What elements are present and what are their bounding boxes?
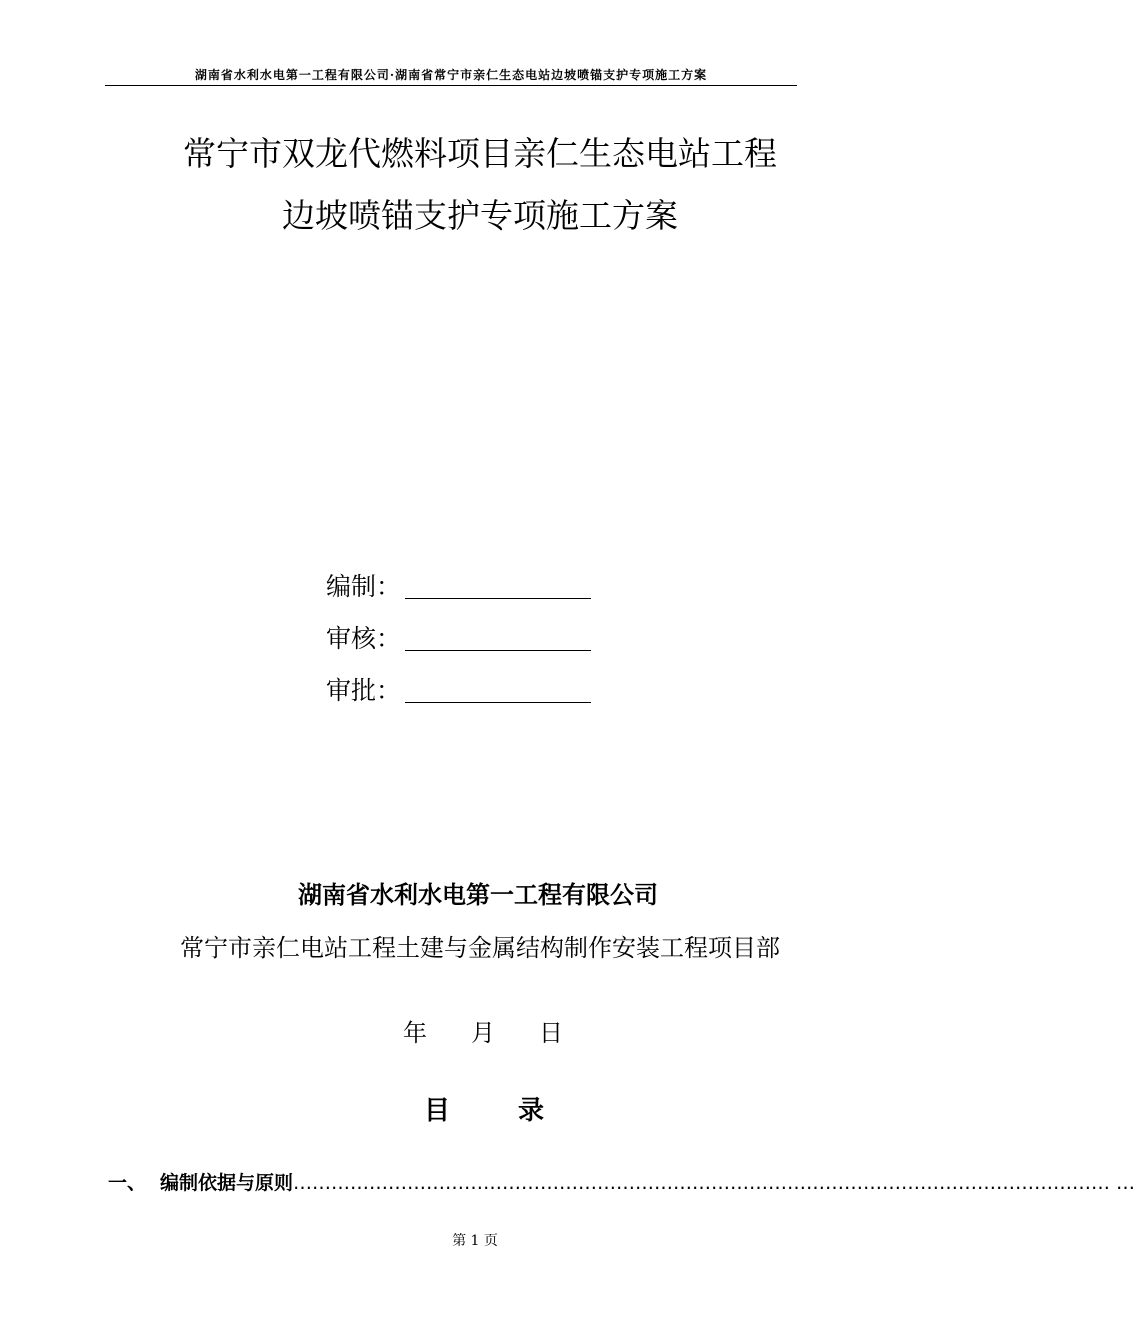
approve-label: 审批：	[326, 676, 402, 705]
approve-signature-line	[405, 702, 591, 703]
review-signature-line	[405, 650, 591, 651]
document-title-line-1: 常宁市双龙代燃料项目亲仁生态电站工程	[183, 134, 777, 173]
review-signature-row	[326, 615, 616, 655]
review-label: 审核：	[326, 624, 402, 653]
toc-heading	[424, 1090, 544, 1127]
toc-entry-text: 编制依据与原则	[160, 1172, 294, 1194]
document-title-line-2: 边坡喷锚支护专项施工方案	[282, 196, 678, 235]
toc-entry[interactable]	[108, 1168, 1135, 1195]
organization-name: 湖南省水利水电第一工程有限公司	[298, 881, 658, 909]
compile-signature-line	[405, 598, 591, 599]
project-department-name: 常宁市亲仁电站工程土建与金属结构制作安装工程项目部	[180, 934, 780, 962]
toc-heading-char-1: 目	[424, 1096, 451, 1126]
approve-signature-row	[326, 667, 616, 707]
date-line	[403, 1013, 563, 1048]
toc-entry-leader: …………………………………………………………………………………………………………………	[293, 1172, 1111, 1194]
header-divider	[105, 85, 797, 86]
toc-entry-number: 一、	[108, 1172, 147, 1194]
date-year: 年	[403, 1019, 427, 1047]
page-number: 第 1 页	[452, 1233, 498, 1249]
toc-heading-char-2: 录	[517, 1096, 544, 1126]
date-day: 日	[539, 1019, 563, 1047]
compile-signature-row	[326, 563, 616, 603]
running-header: 湖南省水利水电第一工程有限公司·湖南省常宁市亲仁生态电站边坡喷锚支护专项施工方案	[194, 68, 708, 82]
compile-label: 编制：	[326, 572, 402, 601]
date-month: 月	[471, 1019, 495, 1047]
toc-entry-tail: …	[1116, 1172, 1135, 1194]
